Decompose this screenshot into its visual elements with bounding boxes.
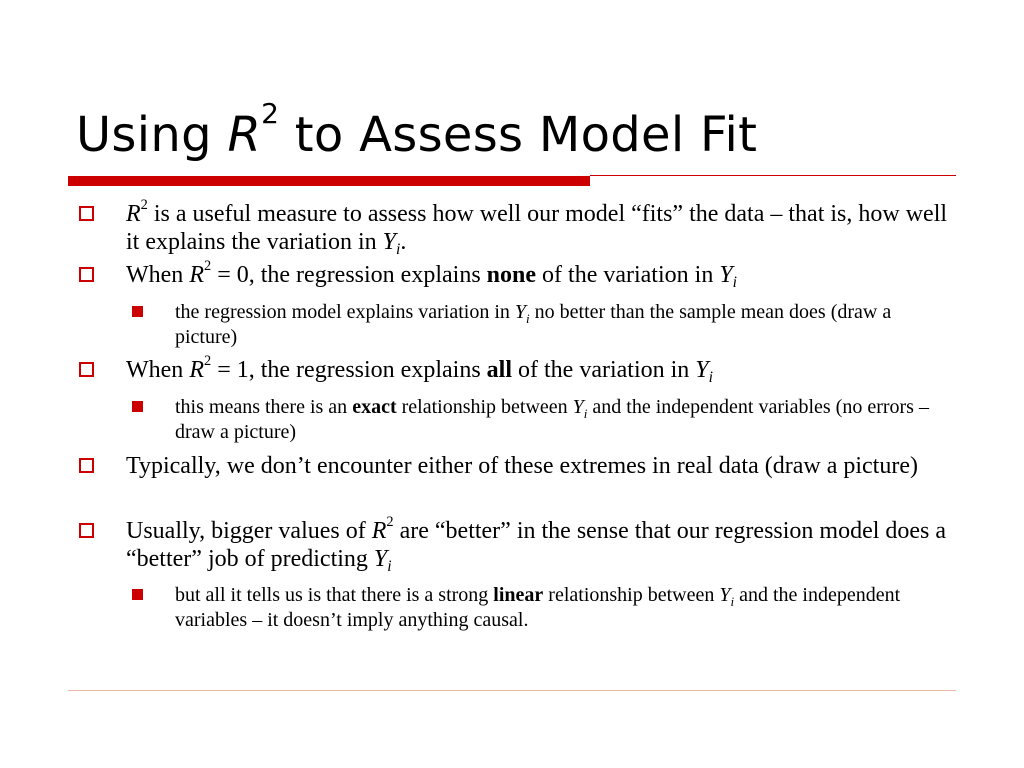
hollow-square-bullet-icon: [79, 458, 94, 473]
sub-bullet-text: no better than the sample mean does (draw a picture): [175, 301, 892, 348]
title-underline-thin: [590, 175, 956, 176]
title-superscript: 2: [261, 97, 280, 130]
hollow-square-bullet-icon: [79, 362, 94, 377]
filled-square-bullet-icon: [132, 401, 143, 412]
bullet-text: = 1, the regression explains: [211, 357, 487, 383]
subscript: i: [387, 558, 392, 575]
subscript: i: [395, 241, 401, 258]
sub-bullet-item-5-1: [175, 583, 955, 633]
subscript: i: [708, 369, 713, 386]
bullet-item-4: [126, 452, 966, 480]
bullet-text: is a useful measure to assess how well our model “fits” the data – that is, how well it explains the variation in: [126, 201, 948, 255]
sub-bullet-text: relationship between: [543, 584, 720, 606]
bullet-text: = 0, the regression explains: [211, 262, 487, 288]
y-variable: Y: [373, 546, 388, 572]
superscript: 2: [203, 258, 212, 274]
r-variable: R: [126, 201, 141, 227]
subscript: i: [583, 406, 588, 421]
hollow-square-bullet-icon: [79, 523, 94, 538]
bold-text: exact: [352, 396, 397, 418]
hollow-square-bullet-icon: [79, 267, 94, 282]
bullet-text-end: .: [400, 229, 407, 255]
sub-bullet-text: and the independent variables (no errors – draw a picture): [175, 396, 929, 443]
superscript: 2: [140, 197, 148, 213]
bullet-text: Typically, we don’t encounter either of these extremes in real data (draw a picture): [126, 453, 918, 479]
bullet-text: When: [126, 357, 190, 383]
bold-text: none: [486, 262, 537, 288]
title-underline-thick: [68, 176, 590, 186]
bullet-text: of the variation in: [512, 357, 696, 383]
y-variable: Y: [514, 301, 527, 323]
title-r-variable: R: [227, 107, 262, 163]
sub-bullet-text: relationship between: [396, 396, 573, 418]
bold-text: all: [486, 357, 513, 383]
sub-bullet-text: this means there is an: [175, 396, 353, 418]
r-variable: R: [371, 518, 387, 544]
hollow-square-bullet-icon: [79, 206, 94, 221]
sub-bullet-item-3-1: [175, 395, 955, 445]
filled-square-bullet-icon: [132, 306, 143, 317]
bullet-item-2: [126, 258, 966, 291]
superscript: 2: [386, 514, 394, 530]
bullet-item-3: [126, 353, 966, 386]
bullet-item-1: [126, 197, 966, 258]
y-variable: Y: [719, 584, 731, 606]
bullet-text: of the variation in: [536, 262, 720, 288]
y-variable: Y: [719, 262, 733, 288]
subscript: i: [732, 274, 738, 291]
title-post: to Assess Model Fit: [279, 107, 758, 163]
superscript: 2: [203, 353, 212, 369]
sub-bullet-item-2-1: [175, 300, 955, 350]
filled-square-bullet-icon: [132, 589, 143, 600]
bullet-item-5: [126, 514, 966, 575]
r-variable: R: [189, 357, 204, 383]
r-variable: R: [189, 262, 204, 288]
title-pre: Using: [76, 107, 228, 163]
subscript: i: [730, 594, 735, 609]
bullet-text: Usually, bigger values of: [126, 518, 372, 544]
sub-bullet-text: and the independent variables – it doesn’t imply anything causal.: [175, 584, 901, 631]
subscript: i: [526, 311, 530, 326]
sub-bullet-text: the regression model explains variation in: [175, 301, 515, 323]
sub-bullet-text: but all it tells us is that there is a strong: [175, 584, 494, 606]
slide-title: [76, 97, 758, 166]
bullet-text: When: [126, 262, 190, 288]
y-variable: Y: [695, 357, 709, 383]
y-variable: Y: [382, 229, 396, 255]
footer-rule: [68, 690, 956, 691]
y-variable: Y: [572, 396, 584, 418]
bullet-text: are “better” in the sense that our regression model does a “better” job of predicting: [126, 518, 947, 572]
bold-text: linear: [493, 584, 544, 606]
